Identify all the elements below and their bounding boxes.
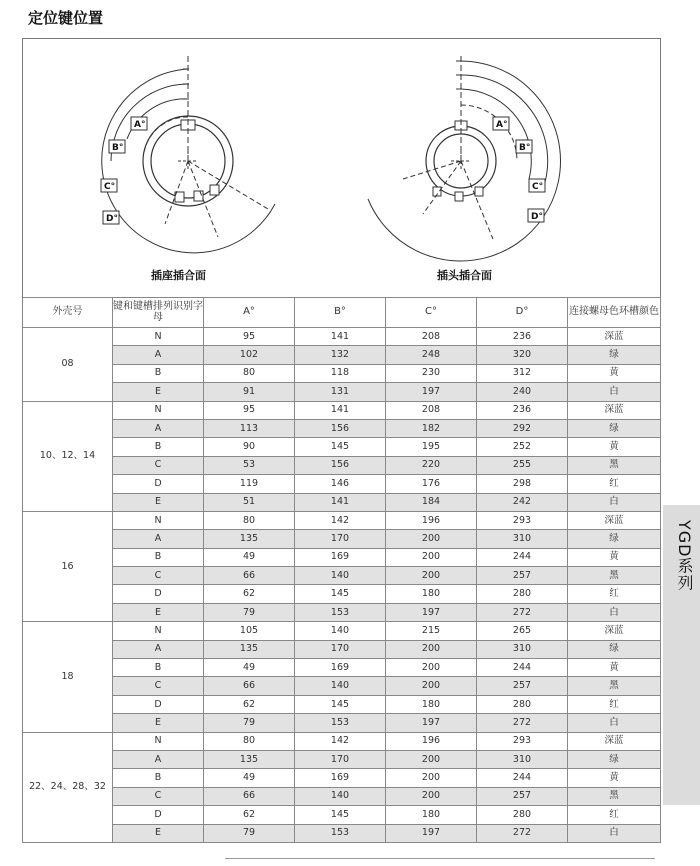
angle-a-cell: 49 <box>204 548 295 566</box>
shell-size-cell: 10、12、14 <box>23 401 113 511</box>
angle-b-cell: 169 <box>295 659 386 677</box>
angle-b-cell: 170 <box>295 750 386 768</box>
key-code-cell: A <box>113 530 204 548</box>
nut-color-cell: 白 <box>568 714 661 732</box>
nut-color-cell: 深蓝 <box>568 328 661 346</box>
angle-d-cell: 280 <box>477 695 568 713</box>
plug-face-drawing <box>368 54 560 261</box>
angle-b-cell: 118 <box>295 364 386 382</box>
nut-color-cell: 白 <box>568 824 661 842</box>
shell-size-cell: 18 <box>23 622 113 732</box>
header-key-code: 键和键槽排列识别字母 <box>113 298 204 328</box>
angle-label-d-left: D° <box>106 214 118 224</box>
series-side-tab-label: YGD系列 <box>675 520 694 592</box>
angle-a-cell: 80 <box>204 732 295 750</box>
angle-c-cell: 184 <box>386 493 477 511</box>
table-row <box>23 750 661 768</box>
key-code-cell: D <box>113 695 204 713</box>
angle-c-cell: 200 <box>386 548 477 566</box>
angle-d-cell: 240 <box>477 383 568 401</box>
nut-color-cell: 红 <box>568 695 661 713</box>
angle-b-cell: 142 <box>295 511 386 529</box>
key-code-cell: N <box>113 511 204 529</box>
nut-color-cell: 红 <box>568 585 661 603</box>
angle-c-cell: 197 <box>386 824 477 842</box>
angle-b-cell: 140 <box>295 677 386 695</box>
angle-c-cell: 180 <box>386 806 477 824</box>
table-row <box>23 695 661 713</box>
table-row <box>23 732 661 750</box>
key-code-cell: B <box>113 438 204 456</box>
key-code-cell: E <box>113 493 204 511</box>
angle-b-cell: 141 <box>295 493 386 511</box>
nut-color-cell: 黑 <box>568 677 661 695</box>
table-row <box>23 511 661 529</box>
table-row <box>23 328 661 346</box>
table-row <box>23 622 661 640</box>
table-row <box>23 806 661 824</box>
angle-d-cell: 242 <box>477 493 568 511</box>
angle-d-cell: 310 <box>477 530 568 548</box>
angle-a-cell: 62 <box>204 585 295 603</box>
angle-a-cell: 62 <box>204 695 295 713</box>
angle-b-cell: 156 <box>295 419 386 437</box>
angle-label-d-right: D° <box>531 212 543 222</box>
angle-d-cell: 280 <box>477 806 568 824</box>
key-code-cell: E <box>113 383 204 401</box>
angle-b-cell: 145 <box>295 585 386 603</box>
header-angle-d: D° <box>477 298 568 328</box>
key-code-cell: N <box>113 328 204 346</box>
receptacle-face-caption: 插座插合面 <box>151 269 206 282</box>
angle-d-cell: 272 <box>477 714 568 732</box>
angle-c-cell: 176 <box>386 475 477 493</box>
key-code-cell: B <box>113 659 204 677</box>
nut-color-cell: 白 <box>568 493 661 511</box>
angle-c-cell: 197 <box>386 714 477 732</box>
angle-d-cell: 293 <box>477 511 568 529</box>
angle-c-cell: 200 <box>386 787 477 805</box>
nut-color-cell: 黑 <box>568 456 661 474</box>
angle-b-cell: 142 <box>295 732 386 750</box>
angle-a-cell: 66 <box>204 677 295 695</box>
angle-c-cell: 200 <box>386 769 477 787</box>
footer-divider <box>225 858 655 859</box>
angle-d-cell: 272 <box>477 603 568 621</box>
key-code-cell: B <box>113 548 204 566</box>
shell-size-cell: 16 <box>23 511 113 621</box>
table-row <box>23 714 661 732</box>
angle-c-cell: 200 <box>386 677 477 695</box>
key-code-cell: C <box>113 567 204 585</box>
angle-d-cell: 272 <box>477 824 568 842</box>
nut-color-cell: 绿 <box>568 419 661 437</box>
key-code-cell: A <box>113 419 204 437</box>
angle-b-cell: 153 <box>295 603 386 621</box>
angle-a-cell: 66 <box>204 567 295 585</box>
angle-a-cell: 49 <box>204 659 295 677</box>
angle-a-cell: 119 <box>204 475 295 493</box>
angle-d-cell: 292 <box>477 419 568 437</box>
angle-a-cell: 79 <box>204 714 295 732</box>
angle-b-cell: 156 <box>295 456 386 474</box>
angle-d-cell: 298 <box>477 475 568 493</box>
angle-b-cell: 141 <box>295 401 386 419</box>
table-row <box>23 677 661 695</box>
nut-color-cell: 绿 <box>568 346 661 364</box>
angle-d-cell: 236 <box>477 328 568 346</box>
angle-a-cell: 79 <box>204 603 295 621</box>
angle-d-cell: 255 <box>477 456 568 474</box>
angle-d-cell: 236 <box>477 401 568 419</box>
angle-c-cell: 215 <box>386 622 477 640</box>
nut-color-cell: 绿 <box>568 530 661 548</box>
angle-d-cell: 310 <box>477 640 568 658</box>
keyway-position-table <box>22 297 661 843</box>
angle-d-cell: 320 <box>477 346 568 364</box>
plug-face-caption: 插头插合面 <box>437 269 492 282</box>
header-angle-a: A° <box>204 298 295 328</box>
angle-c-cell: 230 <box>386 364 477 382</box>
key-code-cell: D <box>113 475 204 493</box>
angle-c-cell: 182 <box>386 419 477 437</box>
table-row <box>23 401 661 419</box>
nut-color-cell: 深蓝 <box>568 401 661 419</box>
angle-a-cell: 102 <box>204 346 295 364</box>
key-code-cell: A <box>113 346 204 364</box>
angle-d-cell: 244 <box>477 659 568 677</box>
nut-color-cell: 黑 <box>568 567 661 585</box>
angle-a-cell: 95 <box>204 328 295 346</box>
angle-d-cell: 257 <box>477 677 568 695</box>
angle-a-cell: 105 <box>204 622 295 640</box>
key-code-cell: A <box>113 750 204 768</box>
shell-size-cell: 08 <box>23 328 113 402</box>
key-code-cell: B <box>113 364 204 382</box>
angle-a-cell: 135 <box>204 640 295 658</box>
angle-c-cell: 220 <box>386 456 477 474</box>
key-code-cell: C <box>113 456 204 474</box>
angle-b-cell: 153 <box>295 824 386 842</box>
table-row <box>23 364 661 382</box>
key-code-cell: E <box>113 714 204 732</box>
angle-d-cell: 265 <box>477 622 568 640</box>
angle-a-cell: 51 <box>204 493 295 511</box>
angle-b-cell: 170 <box>295 530 386 548</box>
table-row <box>23 456 661 474</box>
angle-d-cell: 257 <box>477 787 568 805</box>
nut-color-cell: 深蓝 <box>568 511 661 529</box>
nut-color-cell: 红 <box>568 806 661 824</box>
angle-a-cell: 62 <box>204 806 295 824</box>
keyway-diagram-panel <box>22 38 661 298</box>
angle-b-cell: 169 <box>295 769 386 787</box>
nut-color-cell: 黄 <box>568 769 661 787</box>
nut-color-cell: 白 <box>568 383 661 401</box>
angle-b-cell: 169 <box>295 548 386 566</box>
table-header-row <box>23 298 661 328</box>
angle-d-cell: 244 <box>477 548 568 566</box>
nut-color-cell: 绿 <box>568 640 661 658</box>
angle-b-cell: 153 <box>295 714 386 732</box>
nut-color-cell: 黄 <box>568 548 661 566</box>
angle-b-cell: 146 <box>295 475 386 493</box>
angle-c-cell: 200 <box>386 567 477 585</box>
table-row <box>23 585 661 603</box>
angle-c-cell: 208 <box>386 328 477 346</box>
angle-c-cell: 208 <box>386 401 477 419</box>
key-code-cell: E <box>113 603 204 621</box>
table-row <box>23 383 661 401</box>
key-code-cell: N <box>113 401 204 419</box>
angle-d-cell: 310 <box>477 750 568 768</box>
table-row <box>23 659 661 677</box>
key-code-cell: D <box>113 585 204 603</box>
nut-color-cell: 红 <box>568 475 661 493</box>
angle-a-cell: 80 <box>204 364 295 382</box>
key-code-cell: E <box>113 824 204 842</box>
angle-b-cell: 140 <box>295 567 386 585</box>
angle-label-b-right: B° <box>519 143 531 153</box>
angle-c-cell: 195 <box>386 438 477 456</box>
nut-color-cell: 黑 <box>568 787 661 805</box>
angle-c-cell: 200 <box>386 750 477 768</box>
key-code-cell: N <box>113 622 204 640</box>
angle-d-cell: 257 <box>477 567 568 585</box>
table-row <box>23 438 661 456</box>
table-row <box>23 603 661 621</box>
angle-c-cell: 200 <box>386 659 477 677</box>
key-code-cell: A <box>113 640 204 658</box>
angle-c-cell: 180 <box>386 695 477 713</box>
angle-d-cell: 244 <box>477 769 568 787</box>
table-row <box>23 475 661 493</box>
angle-c-cell: 200 <box>386 530 477 548</box>
angle-label-a-left: A° <box>134 120 146 130</box>
angle-c-cell: 180 <box>386 585 477 603</box>
nut-color-cell: 深蓝 <box>568 622 661 640</box>
table-row <box>23 346 661 364</box>
angle-c-cell: 196 <box>386 732 477 750</box>
key-code-cell: B <box>113 769 204 787</box>
nut-color-cell: 深蓝 <box>568 732 661 750</box>
header-angle-c: C° <box>386 298 477 328</box>
nut-color-cell: 黄 <box>568 659 661 677</box>
angle-a-cell: 79 <box>204 824 295 842</box>
angle-a-cell: 90 <box>204 438 295 456</box>
angle-a-cell: 113 <box>204 419 295 437</box>
nut-color-cell: 白 <box>568 603 661 621</box>
keyway-diagram <box>23 39 660 297</box>
angle-label-b-left: B° <box>112 143 124 153</box>
nut-color-cell: 绿 <box>568 750 661 768</box>
angle-a-cell: 135 <box>204 530 295 548</box>
key-code-cell: C <box>113 677 204 695</box>
shell-size-cell: 22、24、28、32 <box>23 732 113 842</box>
angle-b-cell: 170 <box>295 640 386 658</box>
table-row <box>23 787 661 805</box>
angle-c-cell: 197 <box>386 603 477 621</box>
angle-a-cell: 80 <box>204 511 295 529</box>
table-row <box>23 530 661 548</box>
angle-b-cell: 140 <box>295 622 386 640</box>
angle-c-cell: 196 <box>386 511 477 529</box>
angle-a-cell: 53 <box>204 456 295 474</box>
angle-b-cell: 132 <box>295 346 386 364</box>
angle-a-cell: 66 <box>204 787 295 805</box>
angle-c-cell: 248 <box>386 346 477 364</box>
table-row <box>23 769 661 787</box>
table-row <box>23 548 661 566</box>
key-code-cell: N <box>113 732 204 750</box>
page-title: 定位键位置 <box>28 9 104 27</box>
header-angle-b: B° <box>295 298 386 328</box>
angle-d-cell: 280 <box>477 585 568 603</box>
angle-b-cell: 145 <box>295 695 386 713</box>
angle-a-cell: 91 <box>204 383 295 401</box>
angle-d-cell: 293 <box>477 732 568 750</box>
angle-a-cell: 49 <box>204 769 295 787</box>
angle-d-cell: 312 <box>477 364 568 382</box>
nut-color-cell: 黄 <box>568 438 661 456</box>
angle-b-cell: 145 <box>295 806 386 824</box>
angle-c-cell: 200 <box>386 640 477 658</box>
angle-label-c-right: C° <box>532 182 544 192</box>
table-row <box>23 419 661 437</box>
key-code-cell: C <box>113 787 204 805</box>
table-row <box>23 493 661 511</box>
table-row <box>23 640 661 658</box>
nut-color-cell: 黄 <box>568 364 661 382</box>
angle-a-cell: 135 <box>204 750 295 768</box>
angle-c-cell: 197 <box>386 383 477 401</box>
angle-label-a-right: A° <box>496 120 508 130</box>
key-code-cell: D <box>113 806 204 824</box>
header-nut-color: 连接螺母色环槽颜色 <box>568 298 661 328</box>
table-body <box>23 328 661 843</box>
angle-b-cell: 140 <box>295 787 386 805</box>
angle-a-cell: 95 <box>204 401 295 419</box>
header-shell-size: 外壳号 <box>23 298 113 328</box>
table-row <box>23 824 661 842</box>
angle-b-cell: 145 <box>295 438 386 456</box>
table-row <box>23 567 661 585</box>
receptacle-face-drawing <box>102 54 275 253</box>
angle-label-c-left: C° <box>104 182 116 192</box>
angle-b-cell: 131 <box>295 383 386 401</box>
angle-b-cell: 141 <box>295 328 386 346</box>
angle-d-cell: 252 <box>477 438 568 456</box>
